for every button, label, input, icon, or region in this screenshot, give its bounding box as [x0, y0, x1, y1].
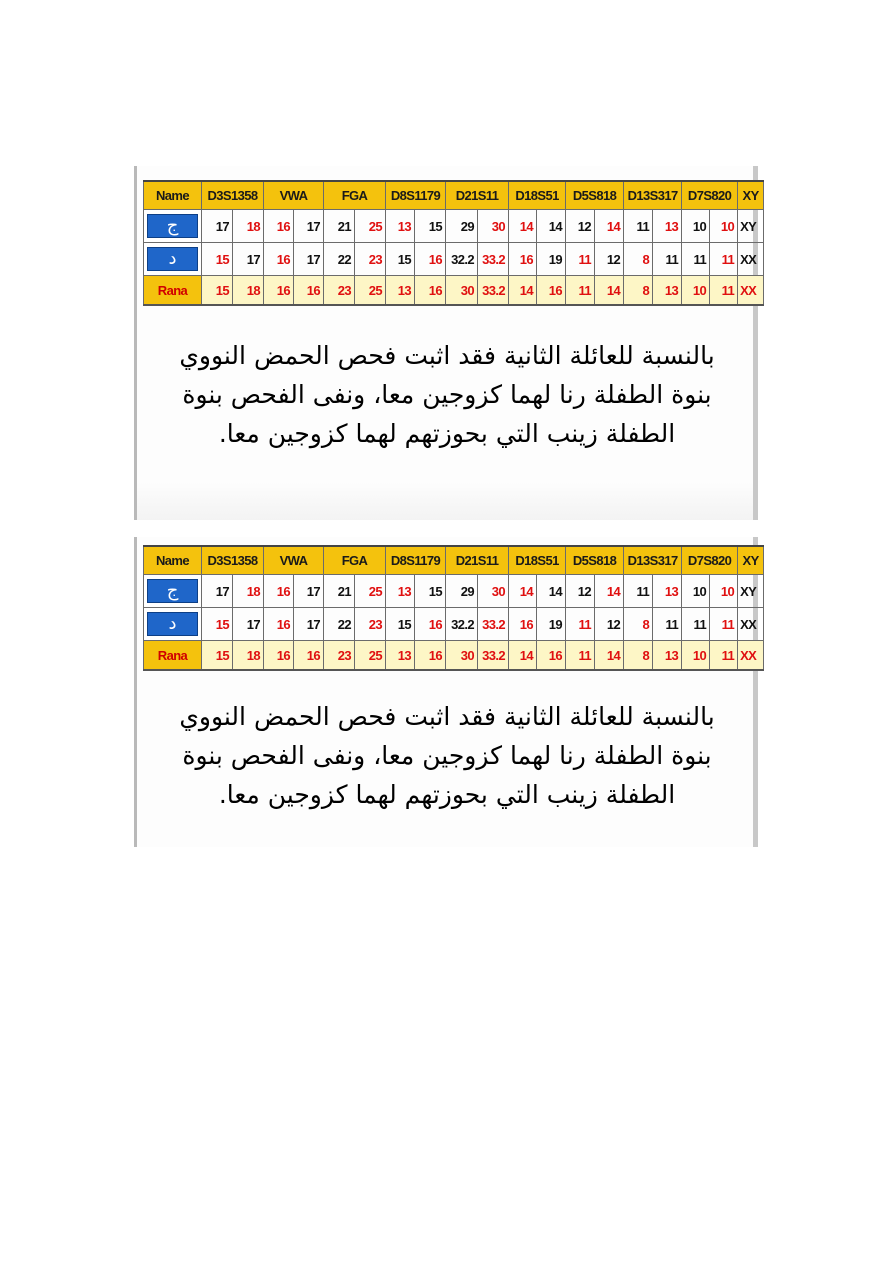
- panel-bottom-shade: [137, 482, 753, 520]
- locus-header: D18S51: [509, 181, 566, 210]
- locus-header: D8S1179: [386, 546, 446, 575]
- paragraph-line: بنوة الطفلة رنا لهما كزوجين معا، ونفى الفحص بنوة: [182, 741, 712, 770]
- allele-cell: 8: [624, 641, 653, 671]
- allele-cell: 15: [415, 575, 446, 608]
- allele-cell: 25: [355, 210, 386, 243]
- allele-cell: 13: [653, 210, 682, 243]
- allele-cell: 33.2: [478, 608, 509, 641]
- locus-header: VWA: [264, 181, 324, 210]
- allele-cell: 12: [595, 243, 624, 276]
- allele-cell: 17: [233, 243, 264, 276]
- arabic-paragraph: [161, 336, 733, 453]
- arabic-paragraph: [161, 697, 733, 814]
- sex-column-header: XY: [738, 546, 764, 575]
- allele-cell: 16: [537, 641, 566, 671]
- allele-cell: 32.2: [446, 608, 478, 641]
- allele-cell: 11: [653, 243, 682, 276]
- allele-cell: 23: [324, 641, 355, 671]
- allele-cell: 18: [233, 276, 264, 306]
- sex-cell: XX: [738, 276, 764, 306]
- allele-cell: 11: [624, 210, 653, 243]
- locus-header: FGA: [324, 181, 386, 210]
- allele-cell: 16: [415, 641, 446, 671]
- dna-result-panel-2: [134, 537, 758, 847]
- row-name-cell: Rana: [144, 276, 202, 306]
- table-row: [144, 641, 764, 671]
- allele-cell: 11: [566, 276, 595, 306]
- allele-cell: 23: [355, 608, 386, 641]
- locus-header: D7S820: [682, 181, 738, 210]
- locus-header: D21S11: [446, 546, 509, 575]
- allele-cell: 13: [386, 210, 415, 243]
- locus-header: FGA: [324, 546, 386, 575]
- allele-cell: 12: [566, 575, 595, 608]
- allele-cell: 8: [624, 276, 653, 306]
- allele-cell: 32.2: [446, 243, 478, 276]
- allele-cell: 17: [202, 210, 233, 243]
- allele-cell: 11: [710, 276, 738, 306]
- allele-cell: 21: [324, 575, 355, 608]
- allele-cell: 18: [233, 210, 264, 243]
- allele-cell: 16: [415, 243, 446, 276]
- allele-cell: 13: [653, 641, 682, 671]
- allele-cell: 10: [710, 575, 738, 608]
- dna-table: [143, 545, 764, 671]
- allele-cell: 15: [415, 210, 446, 243]
- allele-cell: 16: [264, 276, 294, 306]
- allele-cell: 16: [415, 608, 446, 641]
- row-name-cell: [144, 210, 202, 243]
- locus-header: D5S818: [566, 546, 624, 575]
- allele-cell: 33.2: [478, 641, 509, 671]
- allele-cell: 12: [595, 608, 624, 641]
- locus-header: D13S317: [624, 181, 682, 210]
- allele-cell: 14: [537, 210, 566, 243]
- locus-header: D18S51: [509, 546, 566, 575]
- table-row: [144, 210, 764, 243]
- allele-cell: 25: [355, 575, 386, 608]
- sex-column-header: XY: [738, 181, 764, 210]
- row-name-cell: [144, 575, 202, 608]
- allele-cell: 18: [233, 575, 264, 608]
- allele-cell: 16: [509, 608, 537, 641]
- paragraph-line: بالنسبة للعائلة الثانية فقد اثبت فحص الحمض النووي: [179, 702, 715, 731]
- allele-cell: 11: [653, 608, 682, 641]
- allele-cell: 16: [294, 641, 324, 671]
- allele-cell: 14: [537, 575, 566, 608]
- paragraph-line: بنوة الطفلة رنا لهما كزوجين معا، ونفى الفحص بنوة: [182, 380, 712, 409]
- allele-cell: 30: [446, 276, 478, 306]
- allele-cell: 25: [355, 641, 386, 671]
- locus-header: D8S1179: [386, 181, 446, 210]
- allele-cell: 13: [386, 641, 415, 671]
- allele-cell: 17: [294, 210, 324, 243]
- allele-cell: 8: [624, 243, 653, 276]
- locus-header: D3S1358: [202, 546, 264, 575]
- allele-cell: 15: [202, 276, 233, 306]
- allele-cell: 16: [264, 243, 294, 276]
- person-tag: ج: [147, 579, 198, 603]
- allele-cell: 14: [595, 210, 624, 243]
- table-row: [144, 608, 764, 641]
- allele-cell: 16: [415, 276, 446, 306]
- allele-cell: 11: [710, 641, 738, 671]
- allele-cell: 14: [595, 641, 624, 671]
- allele-cell: 19: [537, 608, 566, 641]
- allele-cell: 25: [355, 276, 386, 306]
- allele-cell: 13: [386, 575, 415, 608]
- allele-cell: 11: [682, 608, 710, 641]
- allele-cell: 18: [233, 641, 264, 671]
- allele-cell: 16: [264, 210, 294, 243]
- allele-cell: 22: [324, 608, 355, 641]
- allele-cell: 30: [446, 641, 478, 671]
- allele-cell: 11: [710, 608, 738, 641]
- allele-cell: 16: [264, 641, 294, 671]
- allele-cell: 22: [324, 243, 355, 276]
- allele-cell: 16: [537, 276, 566, 306]
- allele-cell: 16: [264, 575, 294, 608]
- sex-cell: XY: [738, 210, 764, 243]
- name-column-header: Name: [144, 546, 202, 575]
- table-header-row: [144, 546, 764, 575]
- allele-cell: 10: [682, 276, 710, 306]
- allele-cell: 33.2: [478, 276, 509, 306]
- table-header-row: [144, 181, 764, 210]
- paragraph-line: بالنسبة للعائلة الثانية فقد اثبت فحص الحمض النووي: [179, 341, 715, 370]
- allele-cell: 15: [202, 243, 233, 276]
- dna-result-panel-1: [134, 166, 758, 520]
- allele-cell: 8: [624, 608, 653, 641]
- allele-cell: 11: [710, 243, 738, 276]
- name-column-header: Name: [144, 181, 202, 210]
- allele-cell: 14: [509, 575, 537, 608]
- allele-cell: 29: [446, 210, 478, 243]
- table-row: [144, 243, 764, 276]
- allele-cell: 11: [566, 641, 595, 671]
- allele-cell: 19: [537, 243, 566, 276]
- allele-cell: 17: [294, 575, 324, 608]
- sex-cell: XX: [738, 608, 764, 641]
- allele-cell: 17: [233, 608, 264, 641]
- allele-cell: 15: [386, 608, 415, 641]
- locus-header: D13S317: [624, 546, 682, 575]
- allele-cell: 16: [509, 243, 537, 276]
- allele-cell: 17: [294, 608, 324, 641]
- allele-cell: 15: [202, 641, 233, 671]
- table-row: [144, 575, 764, 608]
- dna-table-body: [144, 546, 764, 670]
- allele-cell: 16: [294, 276, 324, 306]
- allele-cell: 17: [294, 243, 324, 276]
- allele-cell: 14: [509, 276, 537, 306]
- sex-cell: XX: [738, 641, 764, 671]
- person-tag: د: [147, 247, 198, 271]
- locus-header: D3S1358: [202, 181, 264, 210]
- person-tag: د: [147, 612, 198, 636]
- allele-cell: 15: [386, 243, 415, 276]
- allele-cell: 11: [566, 608, 595, 641]
- allele-cell: 11: [624, 575, 653, 608]
- allele-cell: 14: [595, 575, 624, 608]
- dna-table-body: [144, 181, 764, 305]
- allele-cell: 10: [710, 210, 738, 243]
- allele-cell: 30: [478, 210, 509, 243]
- locus-header: D5S818: [566, 181, 624, 210]
- row-name-cell: [144, 608, 202, 641]
- sex-cell: XY: [738, 575, 764, 608]
- allele-cell: 11: [566, 243, 595, 276]
- allele-cell: 33.2: [478, 243, 509, 276]
- paragraph-line: الطفلة زينب التي بحوزتهم لهما كزوجين معا.: [218, 780, 676, 809]
- allele-cell: 13: [653, 575, 682, 608]
- allele-cell: 14: [509, 210, 537, 243]
- row-name-cell: Rana: [144, 641, 202, 671]
- allele-cell: 21: [324, 210, 355, 243]
- table-row: [144, 276, 764, 306]
- allele-cell: 11: [682, 243, 710, 276]
- allele-cell: 30: [478, 575, 509, 608]
- row-name-cell: [144, 243, 202, 276]
- allele-cell: 16: [264, 608, 294, 641]
- paragraph-line: الطفلة زينب التي بحوزتهم لهما كزوجين معا.: [218, 419, 676, 448]
- allele-cell: 14: [595, 276, 624, 306]
- allele-cell: 15: [202, 608, 233, 641]
- dna-table: [143, 180, 764, 306]
- sex-cell: XX: [738, 243, 764, 276]
- allele-cell: 13: [386, 276, 415, 306]
- allele-cell: 10: [682, 641, 710, 671]
- locus-header: D21S11: [446, 181, 509, 210]
- locus-header: D7S820: [682, 546, 738, 575]
- allele-cell: 29: [446, 575, 478, 608]
- allele-cell: 10: [682, 210, 710, 243]
- allele-cell: 14: [509, 641, 537, 671]
- allele-cell: 23: [324, 276, 355, 306]
- locus-header: VWA: [264, 546, 324, 575]
- allele-cell: 10: [682, 575, 710, 608]
- allele-cell: 12: [566, 210, 595, 243]
- person-tag: ج: [147, 214, 198, 238]
- allele-cell: 13: [653, 276, 682, 306]
- allele-cell: 23: [355, 243, 386, 276]
- allele-cell: 17: [202, 575, 233, 608]
